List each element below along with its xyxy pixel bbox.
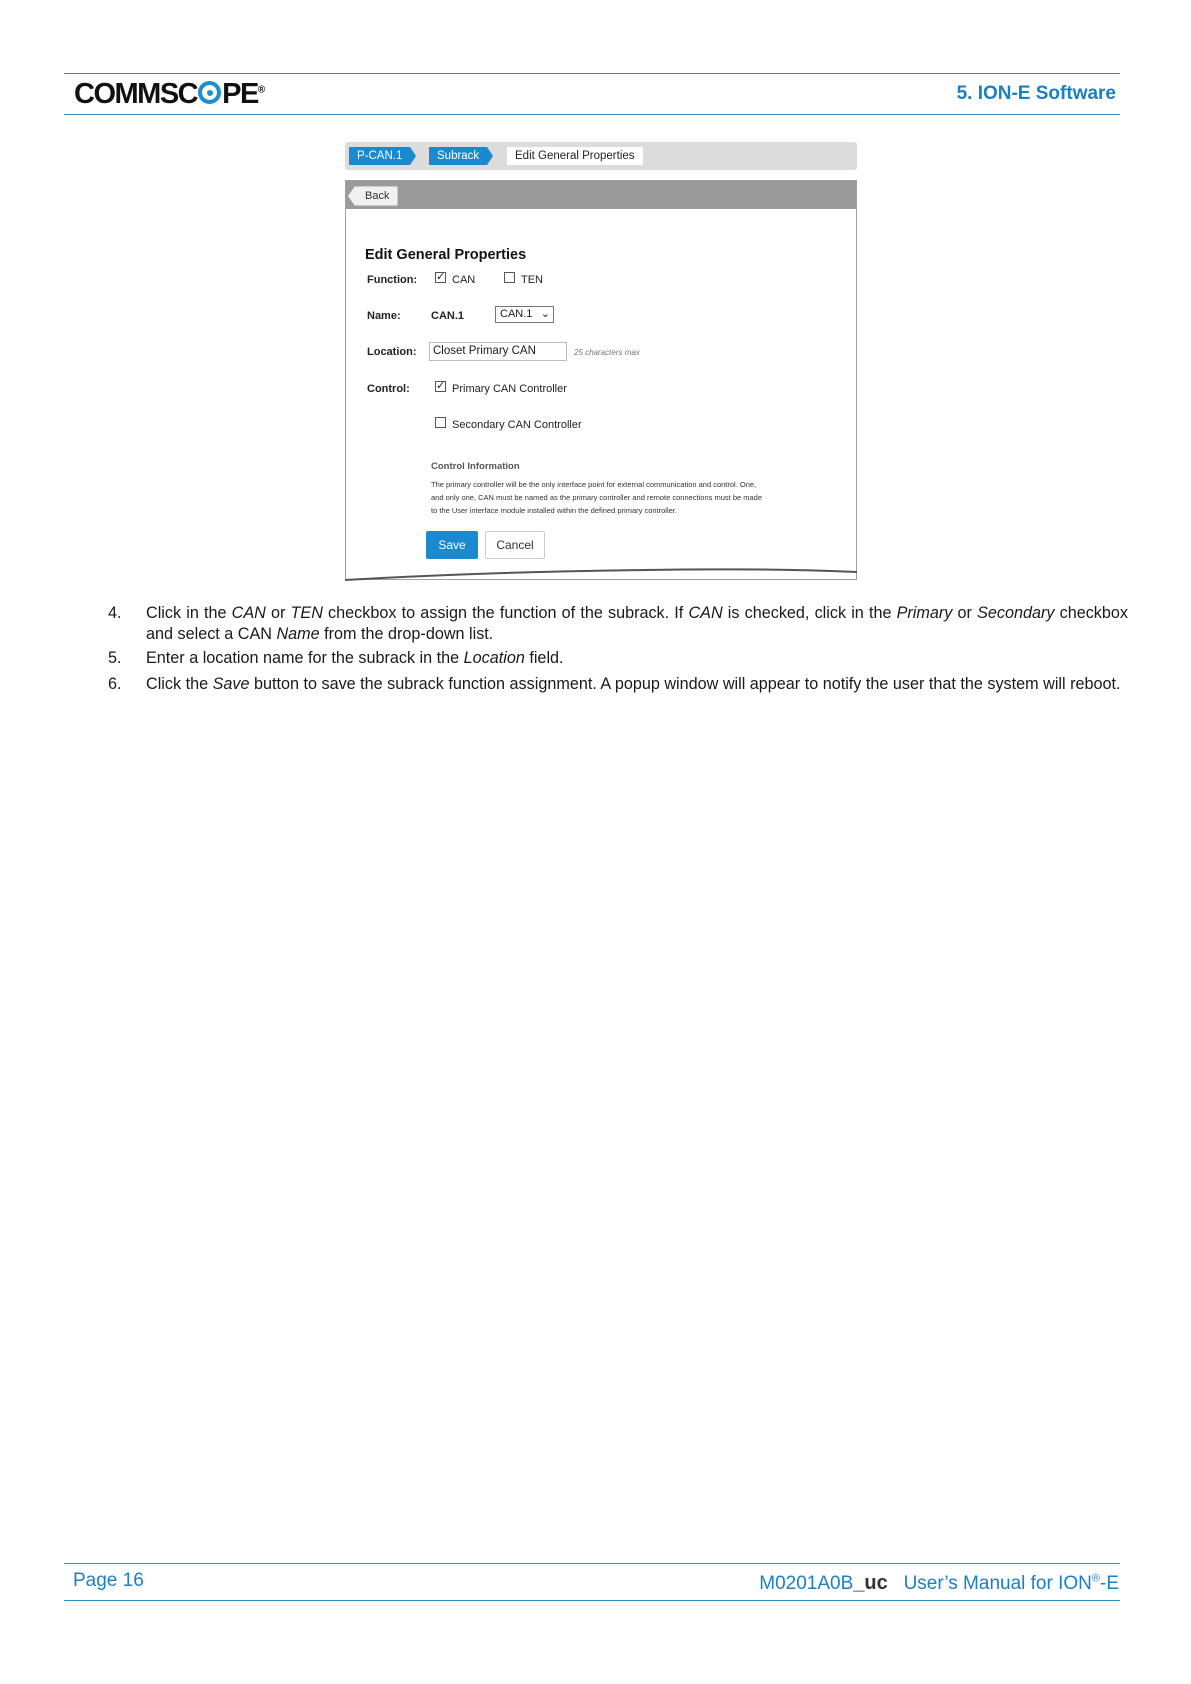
step-number: 4.: [108, 604, 122, 622]
info-line: and only one, CAN must be named as the primary controller and remote connections must be made: [431, 493, 763, 502]
function-label: Function:: [367, 274, 418, 286]
step-text: Enter a location name for the subrack in the Location field.: [146, 649, 564, 667]
chevron-down-icon: ⌄: [540, 308, 550, 320]
secondary-controller-label: Secondary CAN Controller: [452, 419, 582, 431]
can-checkbox[interactable]: ✓: [436, 271, 446, 283]
back-button[interactable]: Back: [354, 186, 398, 206]
cancel-button[interactable]: Cancel: [485, 531, 545, 559]
ten-checkbox-label: TEN: [521, 274, 543, 286]
location-hint: 25 characters max: [574, 348, 640, 357]
footer-rule-bottom: [64, 1600, 1120, 1601]
step-4: [108, 603, 1128, 645]
step-number: 5.: [108, 649, 122, 667]
location-label: Location:: [367, 346, 417, 358]
breadcrumb-item-subrack[interactable]: Subrack: [429, 147, 487, 165]
breadcrumb-item-pcan[interactable]: P-CAN.1: [349, 147, 410, 165]
section-title: 5. ION-E Software: [956, 83, 1116, 104]
commscope-logo: COMMSC PE®: [74, 78, 266, 110]
panel-title: Edit General Properties: [365, 247, 527, 263]
step-text: Click the Save button to save the subrack function assignment. A popup window will appear to notify the user that the system will reboot.: [146, 675, 1121, 693]
document-reference: M0201A0B_uc User’s Manual for ION®-E: [759, 1572, 1119, 1594]
header-rule-bottom: [64, 114, 1120, 115]
panel-toolbar: [346, 181, 856, 209]
page-number: Page 16: [73, 1570, 144, 1591]
info-line: The primary controller will be the only interface point for external communication and control. One,: [431, 480, 757, 489]
logo-ring-icon: [198, 81, 221, 104]
step-6: [108, 674, 1128, 695]
name-label: Name:: [367, 310, 401, 322]
breadcrumb-item-current: Edit General Properties: [507, 147, 643, 165]
ten-checkbox[interactable]: [504, 272, 515, 283]
secondary-controller-checkbox[interactable]: [435, 417, 446, 428]
ui-screenshot: [345, 142, 857, 584]
primary-controller-label: Primary CAN Controller: [452, 383, 567, 395]
header-rule-top: [64, 73, 1120, 74]
name-select[interactable]: CAN.1 ⌄: [495, 306, 554, 323]
location-input[interactable]: Closet Primary CAN: [429, 342, 567, 361]
name-value: CAN.1: [431, 310, 465, 322]
edit-panel: [345, 180, 857, 580]
torn-edge-shadow: [345, 568, 857, 584]
control-label: Control:: [367, 383, 410, 395]
step-text: Click in the CAN or TEN checkbox to assign the function of the subrack. If CAN is checked, click in the Primary or Secondary checkbox and select a CAN Name from the drop-down list.: [146, 604, 1129, 643]
control-info-title: Control Information: [431, 461, 520, 472]
footer-rule-top: [64, 1563, 1120, 1564]
step-number: 6.: [108, 675, 122, 693]
breadcrumb: [345, 142, 857, 170]
info-line: to the User interface module installed within the defined primary controller.: [431, 506, 677, 515]
control-info-text: [431, 478, 831, 517]
step-5: [108, 648, 1128, 669]
save-button[interactable]: Save: [426, 531, 478, 559]
can-checkbox-label: CAN: [452, 274, 476, 286]
primary-controller-checkbox[interactable]: ✓: [436, 380, 446, 392]
